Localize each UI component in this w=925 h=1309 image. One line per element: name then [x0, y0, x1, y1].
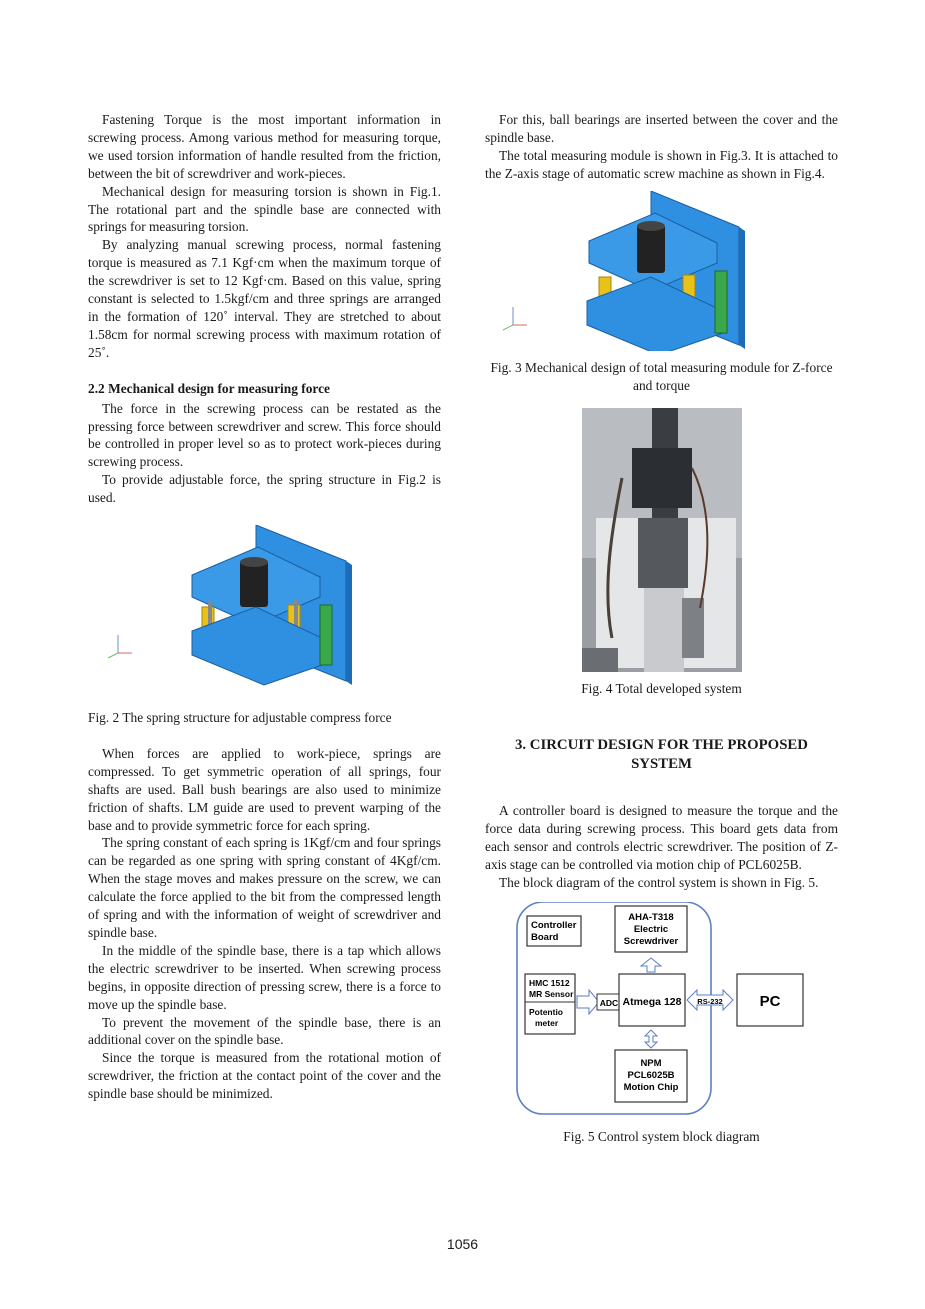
figure-caption: Fig. 2 The spring structure for adjustable compress force: [88, 710, 392, 726]
svg-text:HMC 1512: HMC 1512: [529, 977, 570, 988]
svg-text:Controller: Controller: [531, 919, 577, 931]
svg-text:ADC: ADC: [599, 997, 619, 1008]
svg-text:AHA-T318: AHA-T318: [628, 911, 674, 923]
aha-t318-screwdriver-block: [615, 906, 687, 952]
figure-4-developed-system-photo: [582, 408, 742, 672]
page-number: 1056: [446, 1236, 479, 1252]
paragraph: A controller board is designed to measure the torque and the force data during screwing process. This board gets data from each sensor and controls electric screwdriver. The position of Z-axis stage can be controlled via motion chip of PCL6025B.: [485, 803, 838, 873]
axis-triad-icon: [108, 635, 132, 658]
paragraph: The spring constant of each spring is 1Kgf/cm and four springs can be regarded as one spring with spring constant of 4Kgf/cm. When the stage moves and makes pressure on the screw, we can calculate the force applied to the bit from the compressed length of spring and with the information of weight of screwdriver and spindle base.: [88, 835, 441, 940]
paragraph: The force in the screwing process can be restated as the pressing force between screwdriver and screw. This force should be controlled in proper level so as to protect work-pieces during screwing process.: [88, 400, 441, 470]
figure-caption: Fig. 4 Total developed system: [581, 681, 742, 697]
svg-text:MR Sensor: MR Sensor: [529, 988, 574, 999]
paragraph: To prevent the movement of the spindle base, there is an additional cover on the spindle base.: [88, 1014, 441, 1048]
section-heading-line: SYSTEM: [631, 756, 692, 773]
screwdriver-motor: [240, 561, 268, 607]
svg-text:Atmega 128: Atmega 128: [622, 995, 682, 1008]
figure-3-total-module: [485, 191, 838, 351]
arrow-vertical-icon: [645, 1030, 657, 1048]
arrow-up-icon: [641, 958, 661, 972]
svg-text:Potentio: Potentio: [529, 1006, 563, 1017]
screwdriver-motor: [637, 225, 665, 273]
paragraph: Mechanical design for measuring torsion is shown in Fig.1. The rotational part and the spindle base are connected with springs for measuring torsion.: [88, 183, 441, 235]
figure-5-block-diagram: [485, 902, 838, 1116]
paragraph: In the middle of the spindle base, there is a tap which allows the electric screwdriver to be inserted. When screwing process begins, in opposite direction of pressing screw, there is a force to move up the spindle base.: [88, 942, 441, 1012]
svg-text:Screwdriver: Screwdriver: [623, 935, 679, 947]
npm-motion-chip-block: [615, 1050, 687, 1102]
paragraph: The total measuring module is shown in Fig.3. It is attached to the Z-axis stage of automatic screw machine as shown in Fig.4.: [485, 147, 838, 181]
subsection-heading: 2.2 Mechanical design for measuring force: [88, 380, 330, 396]
pc-block: [737, 974, 803, 1026]
lm-guide: [320, 605, 332, 665]
controller-board-label-box: [527, 916, 581, 946]
paragraph: To provide adjustable force, the spring structure in Fig.2 is used.: [88, 472, 441, 506]
paragraph: Fastening Torque is the most important information in screwing process. Among various method for measuring torque, we used torsion information of handle resulted from the friction, between the bit of screwdriver and work-pieces.: [88, 112, 441, 181]
arrow-right-icon: [577, 990, 599, 1014]
section-heading-line: 3. CIRCUIT DESIGN FOR THE PROPOSED: [515, 737, 808, 754]
sensor-block: [525, 974, 575, 1034]
paragraph: For this, ball bearings are inserted between the cover and the spindle base.: [485, 112, 838, 145]
svg-text:Board: Board: [531, 931, 559, 943]
adc-label: [597, 994, 621, 1010]
section-heading: [485, 736, 838, 774]
paragraph: By analyzing manual screwing process, normal fastening torque is measured as 7.1 Kgf·cm when the maximum torque of the screwdriver is set to 12 Kgf·cm. Based on this value, spring constant is selected to 1.5kgf/cm and three springs are arranged in the formation of 120˚ interval. They are stretched to about 1.58cm for normal screwing process with maximum rotation of 25˚.: [88, 237, 441, 360]
lm-guide: [715, 271, 727, 333]
svg-text:PCL6025B: PCL6025B: [627, 1069, 675, 1081]
svg-text:NPM: NPM: [640, 1057, 662, 1069]
right-column: [485, 111, 838, 1146]
paragraph: When forces are applied to work-piece, springs are compressed. To get symmetric operation of all springs, four shafts are used. Ball bush bearings are also used to minimize friction of shafts. LM guide are used to prevent warping of the base and to provide symmetric force for each spring.: [88, 745, 441, 833]
figure-caption: Fig. 5 Control system block diagram: [563, 1128, 760, 1144]
figure-2-spring-structure: [88, 525, 441, 695]
paragraph: The block diagram of the control system is shown in Fig. 5.: [499, 874, 819, 890]
svg-text:meter: meter: [535, 1017, 559, 1028]
atmega-128-block: [619, 974, 685, 1026]
left-column: [88, 111, 441, 1103]
figure-caption: Fig. 3 Mechanical design of total measuring module for Z-force and torque: [490, 359, 833, 393]
svg-text:PC: PC: [759, 992, 781, 1010]
paragraph: Since the torque is measured from the rotational motion of screwdriver, the friction at the contact point of the cover and the spindle base should be minimized.: [88, 1050, 441, 1102]
axis-triad-icon: [503, 307, 527, 330]
svg-text:Motion Chip: Motion Chip: [623, 1081, 679, 1093]
svg-text:Electric: Electric: [633, 923, 669, 935]
rs232-label: RS-232: [697, 996, 723, 1006]
